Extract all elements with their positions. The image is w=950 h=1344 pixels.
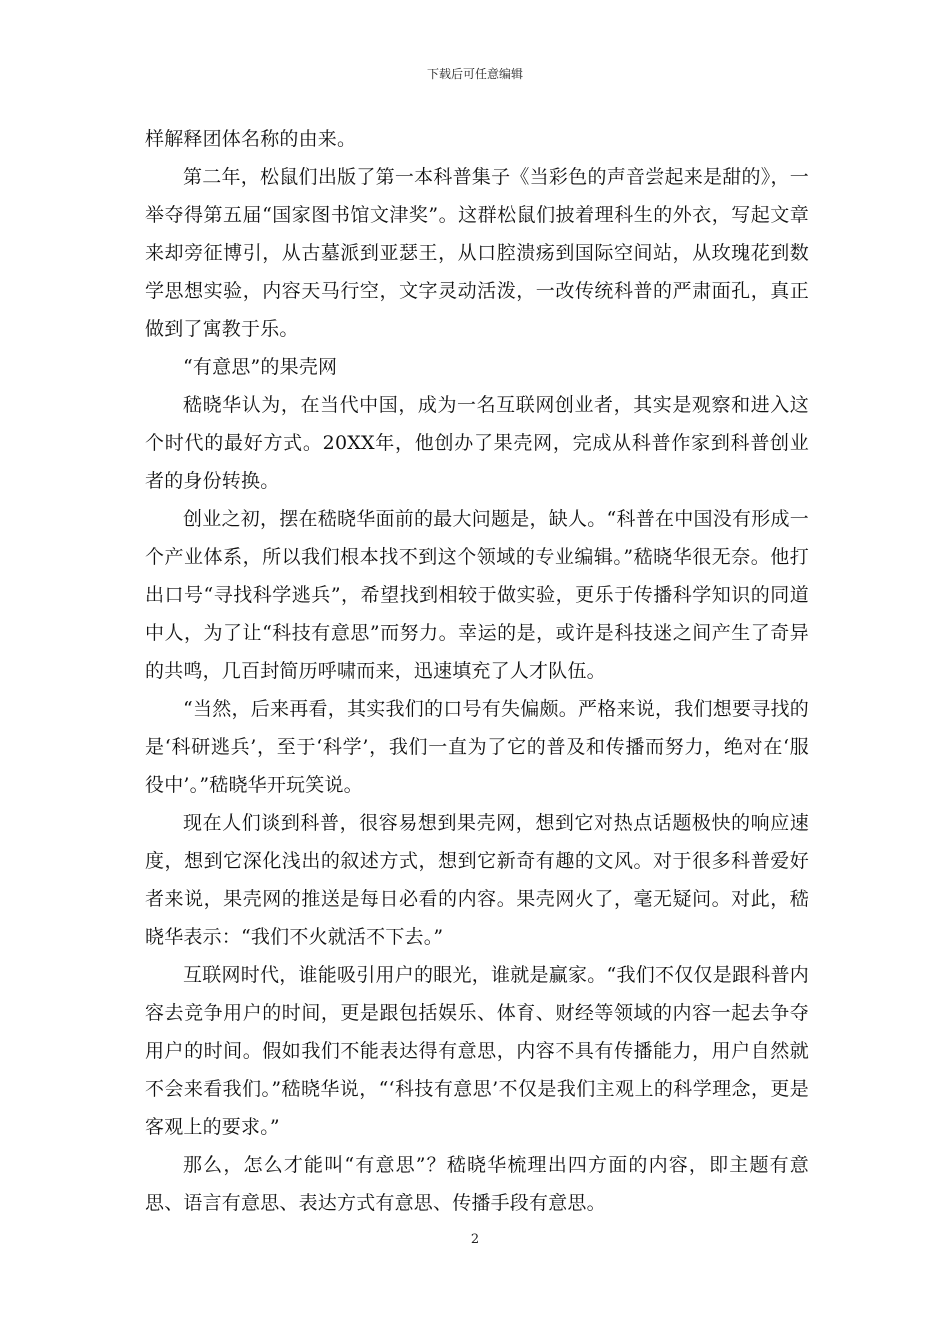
paragraph-continuation: 样解释团体名称的由来。: [145, 128, 357, 150]
paragraph: 互联网时代，谁能吸引用户的眼光，谁就是赢家。“我们不仅仅是跟科普内容去竞争用户的时间，更是跟包括娱乐、体育、财经等领域的内容一起去争夺用户的时间。假如我们不能表达得有意思，内容不具有传播能力，用户自然就不会来看我们。”嵇晓华说，“‘科技有意思’不仅是我们主观上的科学理念，更是客观上的要求。”: [145, 964, 809, 1138]
document-body: [145, 120, 809, 1222]
page-header: 下载后可任意编辑: [426, 67, 523, 81]
paragraph: 嵇晓华认为，在当代中国，成为一名互联网创业者，其实是观察和进入这个时代的最好方式。20XX年，他创办了果壳网，完成从科普作家到科普创业者的身份转换。: [145, 394, 809, 492]
page-number: 2: [470, 1232, 480, 1247]
section-heading: “有意思”的果壳网: [183, 356, 338, 378]
paragraph: 那么，怎么才能叫“有意思”？嵇晓华梳理出四方面的内容，即主题有意思、语言有意思、表达方式有意思、传播手段有意思。: [145, 1154, 809, 1214]
paragraph: 现在人们谈到科普，很容易想到果壳网，想到它对热点话题极快的响应速度，想到它深化浅出的叙述方式，想到它新奇有趣的文风。对于很多科普爱好者来说，果壳网的推送是每日必看的内容。果壳网火了，毫无疑问。对此，嵇晓华表示：“我们不火就活不下去。”: [145, 812, 809, 948]
paragraph: 第二年，松鼠们出版了第一本科普集子《当彩色的声音尝起来是甜的》，一举夺得第五届“国家图书馆文津奖”。这群松鼠们披着理科生的外衣，写起文章来却旁征博引，从古墓派到亚瑟王，从口腔溃疡到国际空间站，从玫瑰花到数学思想实验，内容天马行空，文字灵动活泼，一改传统科普的严肃面孔，真正做到了寓教于乐。: [145, 166, 809, 340]
paragraph: “当然，后来再看，其实我们的口号有失偏颇。严格来说，我们想要寻找的是‘科研逃兵’，至于‘科学’，我们一直为了它的普及和传播而努力，绝对在‘服役中’。”嵇晓华开玩笑说。: [145, 698, 809, 796]
paragraph: 创业之初，摆在嵇晓华面前的最大问题是，缺人。“科普在中国没有形成一个产业体系，所以我们根本找不到这个领域的专业编辑。”嵇晓华很无奈。他打出口号“寻找科学逃兵”，希望找到相较于做实验，更乐于传播科学知识的同道中人，为了让“科技有意思”而努力。幸运的是，或许是科技迷之间产生了奇异的共鸣，几百封简历呼啸而来，迅速填充了人才队伍。: [145, 508, 809, 682]
